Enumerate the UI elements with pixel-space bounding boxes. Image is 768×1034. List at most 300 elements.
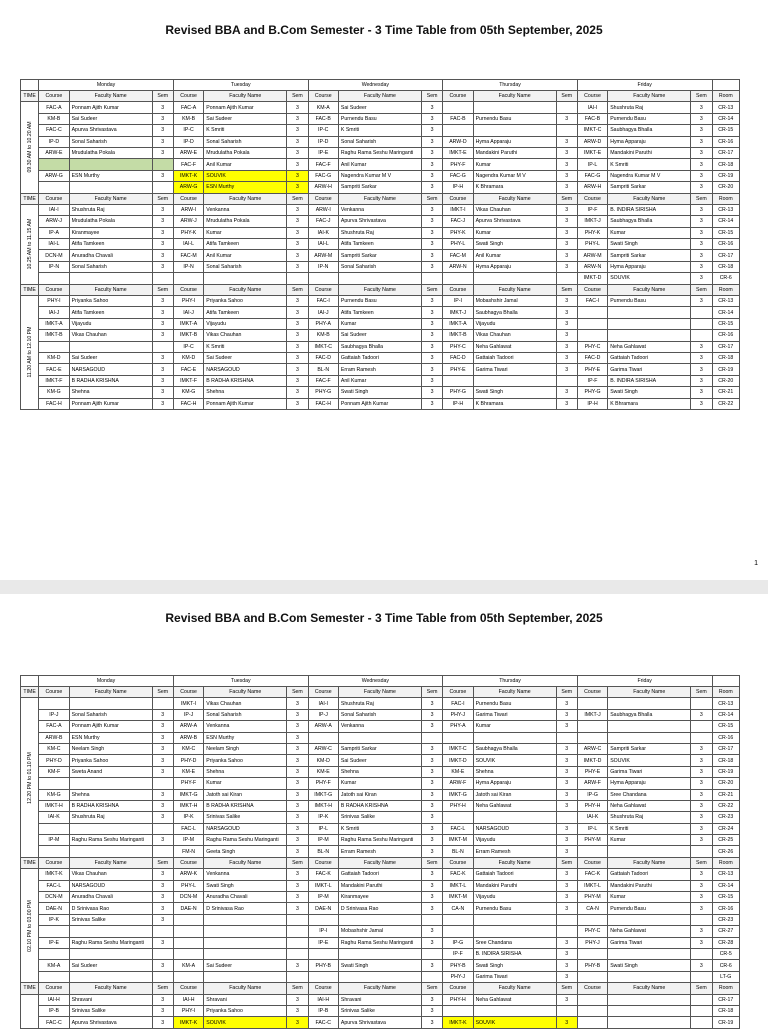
table-row — [21, 698, 740, 709]
faculty-cell: Jatoth sai Kiran — [338, 789, 421, 800]
faculty-cell: B RADHA KRISHNA — [204, 800, 287, 811]
faculty-cell — [608, 846, 691, 857]
course-cell: IP-E — [39, 937, 69, 948]
sem-cell: 3 — [556, 341, 577, 352]
day-header-row — [21, 80, 740, 91]
sem-cell: 3 — [152, 125, 173, 136]
room-cell: CR-24 — [712, 823, 740, 834]
course-header: Course — [173, 687, 203, 698]
faculty-header: Faculty Name — [69, 284, 152, 295]
faculty-cell: Vikas Chauhan — [69, 330, 152, 341]
course-header: Course — [39, 857, 69, 868]
sem-cell: 3 — [421, 239, 442, 250]
course-header: Course — [308, 687, 338, 698]
faculty-cell: K Smriti — [338, 125, 421, 136]
faculty-cell: Shushruta Raj — [338, 227, 421, 238]
course-cell: ARW-D — [577, 136, 607, 147]
sem-cell: 3 — [287, 364, 308, 375]
course-cell: PHY-H — [443, 800, 473, 811]
room-cell: CR-19 — [712, 1017, 740, 1028]
sem-cell: 3 — [152, 892, 173, 903]
room-cell: CR-16 — [712, 136, 740, 147]
sem-cell: 3 — [421, 170, 442, 181]
course-cell: PHY-I — [39, 296, 69, 307]
sem-cell — [691, 698, 712, 709]
sem-cell: 3 — [287, 1005, 308, 1016]
faculty-cell — [204, 937, 287, 948]
sem-cell: 3 — [421, 227, 442, 238]
course-cell — [443, 273, 473, 284]
sem-cell — [691, 318, 712, 329]
faculty-header: Faculty Name — [338, 857, 421, 868]
course-cell: IMKT-K — [39, 869, 69, 880]
sem-cell: 3 — [691, 743, 712, 754]
sem-cell — [152, 182, 173, 193]
course-cell: PHY-M — [577, 892, 607, 903]
course-cell: ARW-J — [39, 216, 69, 227]
sem-header: Sem — [556, 284, 577, 295]
sem-cell: 3 — [556, 147, 577, 158]
faculty-header: Faculty Name — [473, 857, 556, 868]
sem-cell: 3 — [421, 880, 442, 891]
faculty-cell: Srinivas Salike — [338, 812, 421, 823]
course-header: Course — [308, 857, 338, 868]
faculty-cell: Sonal Saharish — [69, 261, 152, 272]
course-header: Course — [173, 193, 203, 204]
course-cell: IMKT-J — [577, 216, 607, 227]
sem-cell: 3 — [556, 1017, 577, 1028]
sem-cell: 3 — [287, 307, 308, 318]
faculty-cell: Mrudulatha Pokala — [69, 147, 152, 158]
faculty-cell: ESN Murthy — [204, 732, 287, 743]
sem-cell: 3 — [691, 926, 712, 937]
course-cell: IMKT-L — [577, 880, 607, 891]
sem-cell: 3 — [691, 937, 712, 948]
course-cell — [173, 914, 203, 925]
sem-cell: 3 — [421, 159, 442, 170]
sem-cell: 3 — [421, 387, 442, 398]
faculty-cell: Mandakini Paruthi — [608, 880, 691, 891]
course-cell: IP-I — [443, 296, 473, 307]
faculty-cell: Hyma Apparaju — [608, 261, 691, 272]
faculty-cell: Purnendu Basu — [338, 113, 421, 124]
faculty-cell: Sai Sudeer — [69, 960, 152, 971]
time-slot-label: 11.20 AM to 12.10 PM — [26, 327, 33, 378]
faculty-cell: Mandakini Paruthi — [473, 880, 556, 891]
sem-cell: 3 — [556, 159, 577, 170]
course-cell: IP-D — [39, 136, 69, 147]
course-header: Course — [39, 193, 69, 204]
table-row — [21, 170, 740, 181]
course-cell: PHY-B — [577, 960, 607, 971]
faculty-cell: Ponnam Ajith Kumar — [69, 398, 152, 409]
sem-cell: 3 — [421, 330, 442, 341]
sem-cell: 3 — [421, 250, 442, 261]
room-cell: LT-G — [712, 971, 740, 982]
room-cell: CR-19 — [712, 364, 740, 375]
sem-cell — [287, 914, 308, 925]
table-row — [21, 364, 740, 375]
faculty-cell: Mandakini Paruthi — [608, 147, 691, 158]
sem-cell: 3 — [691, 216, 712, 227]
faculty-cell: Anuradha Chavali — [204, 892, 287, 903]
course-cell: BL-N — [443, 846, 473, 857]
course-cell: IMKT-C — [443, 743, 473, 754]
faculty-cell: Swati Singh — [473, 239, 556, 250]
faculty-cell — [69, 926, 152, 937]
room-cell: CR-15 — [712, 318, 740, 329]
sem-cell: 3 — [287, 823, 308, 834]
table-row — [21, 960, 740, 971]
sem-cell — [691, 994, 712, 1005]
sem-cell: 3 — [421, 994, 442, 1005]
sem-cell — [152, 159, 173, 170]
sem-cell: 3 — [152, 800, 173, 811]
course-cell: PHY-H — [443, 994, 473, 1005]
faculty-cell: Shehna — [473, 766, 556, 777]
table-row — [21, 914, 740, 925]
room-cell: CR-16 — [712, 239, 740, 250]
room-cell: CR-21 — [712, 789, 740, 800]
sem-cell: 3 — [691, 778, 712, 789]
course-cell: IAI-I — [308, 698, 338, 709]
sem-cell: 3 — [152, 147, 173, 158]
faculty-cell: Vijayudu — [69, 318, 152, 329]
course-cell: IMKT-J — [577, 709, 607, 720]
sem-cell: 3 — [421, 698, 442, 709]
course-cell: CA-N — [577, 903, 607, 914]
sem-cell: 3 — [287, 812, 308, 823]
faculty-header: Faculty Name — [338, 983, 421, 994]
table-row — [21, 102, 740, 113]
faculty-cell — [338, 914, 421, 925]
sem-cell: 3 — [691, 766, 712, 777]
sem-cell: 3 — [421, 789, 442, 800]
course-cell: IAI-J — [173, 307, 203, 318]
faculty-header: Faculty Name — [204, 193, 287, 204]
sem-cell: 3 — [421, 182, 442, 193]
sem-cell: 3 — [287, 778, 308, 789]
sem-cell — [421, 732, 442, 743]
sem-cell: 3 — [421, 926, 442, 937]
course-cell: DCN-M — [39, 892, 69, 903]
course-cell: IP-M — [39, 835, 69, 846]
sem-cell: 3 — [421, 398, 442, 409]
room-cell: CR-27 — [712, 926, 740, 937]
course-cell: FAC-B — [443, 113, 473, 124]
day-header-room — [712, 676, 740, 687]
sem-cell: 3 — [556, 387, 577, 398]
course-cell: FAC-J — [443, 216, 473, 227]
sem-cell: 3 — [287, 227, 308, 238]
sem-cell: 3 — [556, 113, 577, 124]
day-header: Friday — [577, 80, 712, 91]
course-cell — [577, 318, 607, 329]
course-cell: FAC-G — [308, 170, 338, 181]
sem-cell: 3 — [691, 800, 712, 811]
sem-header: Sem — [691, 91, 712, 102]
course-cell: ARW-I — [308, 204, 338, 215]
sem-cell: 3 — [287, 250, 308, 261]
course-cell: KM-E — [308, 766, 338, 777]
faculty-cell: Purnendu Basu — [473, 698, 556, 709]
sem-cell — [421, 948, 442, 959]
sem-cell: 3 — [421, 147, 442, 158]
course-cell — [39, 159, 69, 170]
faculty-cell: B. INDIRA SIRISHA — [608, 204, 691, 215]
day-header: Monday — [39, 676, 174, 687]
sem-cell: 3 — [287, 159, 308, 170]
sem-cell — [556, 1005, 577, 1016]
course-cell — [173, 937, 203, 948]
sem-header: Sem — [421, 687, 442, 698]
day-header: Wednesday — [308, 676, 443, 687]
sem-cell: 3 — [421, 307, 442, 318]
room-cell: CR-17 — [712, 994, 740, 1005]
sem-cell — [691, 721, 712, 732]
faculty-cell — [473, 273, 556, 284]
course-cell: FAC-A — [39, 102, 69, 113]
course-cell: PHY-M — [577, 835, 607, 846]
sem-cell: 3 — [152, 261, 173, 272]
room-cell: CR-19 — [712, 766, 740, 777]
course-cell: DAE-N — [39, 903, 69, 914]
faculty-cell: Kiranmayee — [338, 892, 421, 903]
course-cell — [577, 846, 607, 857]
sem-header: Sem — [421, 193, 442, 204]
faculty-cell: Anil Kumar — [338, 159, 421, 170]
course-cell: FAC-E — [39, 364, 69, 375]
faculty-cell: B. INDIRA SIRISHA — [473, 948, 556, 959]
faculty-cell: B RADHA KRISHNA — [204, 375, 287, 386]
faculty-cell: Sonal Saharish — [338, 136, 421, 147]
table-row — [21, 812, 740, 823]
day-header: Friday — [577, 676, 712, 687]
sem-cell: 3 — [556, 846, 577, 857]
course-cell: ARW-E — [173, 147, 203, 158]
course-cell: FAC-C — [39, 1017, 69, 1028]
faculty-header: Faculty Name — [473, 687, 556, 698]
faculty-cell: ESN Murthy — [69, 732, 152, 743]
course-cell: IP-N — [308, 261, 338, 272]
sem-cell: 3 — [691, 113, 712, 124]
sem-cell: 3 — [152, 766, 173, 777]
faculty-cell: Raghu Rama Seshu Maringanti — [338, 147, 421, 158]
sem-cell: 3 — [556, 823, 577, 834]
sem-cell: 3 — [287, 721, 308, 732]
room-cell: CR-18 — [712, 261, 740, 272]
sem-cell: 3 — [556, 709, 577, 720]
sem-cell: 3 — [287, 709, 308, 720]
course-cell: PHY-F — [443, 159, 473, 170]
course-cell: IMKT-L — [308, 880, 338, 891]
course-cell — [443, 102, 473, 113]
sem-cell — [152, 926, 173, 937]
faculty-cell: Saubhagya Bhalla — [608, 216, 691, 227]
sem-cell: 3 — [152, 239, 173, 250]
faculty-cell: Garima Tiwari — [473, 709, 556, 720]
room-cell: CR-15 — [712, 721, 740, 732]
faculty-cell: Sampriti Sarkar — [608, 743, 691, 754]
faculty-cell: Swati Singh — [608, 960, 691, 971]
sem-header: Sem — [152, 193, 173, 204]
course-cell: FAC-H — [173, 398, 203, 409]
faculty-cell: Ponnam Ajith Kumar — [204, 398, 287, 409]
course-cell — [308, 273, 338, 284]
time-slot — [21, 204, 39, 284]
course-cell: IP-M — [308, 892, 338, 903]
table-row — [21, 273, 740, 284]
sem-cell: 3 — [691, 789, 712, 800]
faculty-cell — [608, 948, 691, 959]
faculty-cell: Kumar — [608, 892, 691, 903]
course-cell — [308, 914, 338, 925]
sem-cell: 3 — [152, 364, 173, 375]
faculty-cell: SOUVIK — [473, 755, 556, 766]
sem-header: Sem — [421, 284, 442, 295]
faculty-cell: B RADHA KRISHNA — [69, 800, 152, 811]
course-cell: IMKT-G — [173, 789, 203, 800]
faculty-cell: Vijayudu — [204, 318, 287, 329]
course-cell: PHY-B — [443, 960, 473, 971]
faculty-header: Faculty Name — [473, 284, 556, 295]
faculty-cell: Sai Sudeer — [204, 960, 287, 971]
faculty-cell: Shushruta Raj — [608, 102, 691, 113]
room-cell: CR-14 — [712, 880, 740, 891]
course-cell: KM-A — [173, 960, 203, 971]
faculty-cell — [608, 971, 691, 982]
faculty-cell: Saubhagya Bhalla — [473, 743, 556, 754]
faculty-cell: Vikas Chauhan — [204, 330, 287, 341]
faculty-cell: Shushruta Raj — [69, 812, 152, 823]
sem-cell — [421, 273, 442, 284]
faculty-cell: Priyanka Sahoo — [69, 755, 152, 766]
sem-cell: 3 — [691, 869, 712, 880]
faculty-cell: Raghu Rama Seshu Maringanti — [338, 937, 421, 948]
faculty-cell — [608, 732, 691, 743]
sem-cell: 3 — [691, 755, 712, 766]
course-cell: IMKT-B — [443, 330, 473, 341]
faculty-cell: ESN Murthy — [69, 170, 152, 181]
faculty-cell: D Srinivasa Rao — [204, 903, 287, 914]
course-cell: KM-G — [173, 387, 203, 398]
course-cell: IMKT-M — [443, 835, 473, 846]
course-cell: IP-H — [577, 398, 607, 409]
course-cell: KM-C — [173, 743, 203, 754]
faculty-cell: NARSAGOUD — [69, 364, 152, 375]
faculty-cell: Sonal Saharish — [204, 709, 287, 720]
faculty-cell — [473, 812, 556, 823]
course-cell: ARW-H — [308, 182, 338, 193]
faculty-cell: Sampriti Sarkar — [338, 250, 421, 261]
sem-cell: 3 — [287, 732, 308, 743]
faculty-cell — [473, 914, 556, 925]
course-cell: IP-G — [577, 789, 607, 800]
sem-cell: 3 — [287, 1017, 308, 1028]
day-header-row — [21, 676, 740, 687]
sem-cell: 3 — [152, 721, 173, 732]
day-header: Monday — [39, 80, 174, 91]
faculty-cell: Swati Singh — [608, 239, 691, 250]
course-cell: IP-B — [39, 1005, 69, 1016]
course-cell: IP-C — [173, 341, 203, 352]
course-cell: IP-N — [39, 261, 69, 272]
sem-header: Sem — [287, 193, 308, 204]
faculty-cell: NARSAGOUD — [69, 880, 152, 891]
room-cell: CR-17 — [712, 147, 740, 158]
course-cell: KM-D — [173, 352, 203, 363]
faculty-cell: Shushruta Raj — [608, 812, 691, 823]
course-header: Course — [173, 983, 203, 994]
column-header-row — [21, 91, 740, 102]
faculty-cell: Vikas Chauhan — [69, 869, 152, 880]
course-cell — [577, 732, 607, 743]
course-cell: PHY-F — [308, 778, 338, 789]
faculty-cell: B RADHA KRISHNA — [69, 375, 152, 386]
course-cell: FAC-C — [308, 1017, 338, 1028]
faculty-cell: Neha Gahlawat — [473, 994, 556, 1005]
time-header: TIME — [21, 91, 39, 102]
sem-cell — [691, 732, 712, 743]
course-cell: ARW-M — [308, 250, 338, 261]
sem-cell: 3 — [287, 846, 308, 857]
course-cell: PHY-G — [308, 387, 338, 398]
course-cell — [577, 971, 607, 982]
sem-cell: 3 — [152, 204, 173, 215]
course-cell: IP-C — [173, 125, 203, 136]
table-row — [21, 1005, 740, 1016]
course-cell: IAI-L — [173, 239, 203, 250]
course-cell: IP-B — [308, 1005, 338, 1016]
room-cell: CR-28 — [712, 937, 740, 948]
faculty-header: Faculty Name — [338, 687, 421, 698]
course-header: Course — [173, 857, 203, 868]
table-row — [21, 732, 740, 743]
faculty-cell: K Smriti — [204, 341, 287, 352]
faculty-cell — [204, 914, 287, 925]
sem-cell: 3 — [556, 216, 577, 227]
faculty-cell: Saubhagya Bhalla — [338, 341, 421, 352]
sem-cell: 3 — [556, 330, 577, 341]
course-cell: FAC-F — [308, 159, 338, 170]
faculty-cell — [69, 273, 152, 284]
course-cell — [577, 330, 607, 341]
faculty-cell: Erram Ramesh — [473, 846, 556, 857]
sem-header: Sem — [152, 284, 173, 295]
faculty-cell — [608, 318, 691, 329]
course-cell: IAI-K — [39, 812, 69, 823]
faculty-cell: Gattaiah Tadoori — [608, 869, 691, 880]
course-cell — [577, 1017, 607, 1028]
faculty-cell: Apurva Shrivastava — [69, 1017, 152, 1028]
faculty-cell: Gattaiah Tadoori — [338, 352, 421, 363]
sem-cell: 3 — [287, 892, 308, 903]
course-cell: IP-D — [308, 136, 338, 147]
faculty-cell — [69, 948, 152, 959]
sem-cell: 3 — [556, 937, 577, 948]
table-row — [21, 926, 740, 937]
course-cell: ARW-G — [173, 182, 203, 193]
faculty-cell: Erram Ramesh — [338, 364, 421, 375]
sem-header: Sem — [556, 983, 577, 994]
sem-cell: 3 — [556, 766, 577, 777]
course-header: Course — [577, 983, 607, 994]
sem-header: Sem — [556, 91, 577, 102]
faculty-cell: Venkanna — [338, 721, 421, 732]
room-header: Room — [712, 91, 740, 102]
faculty-cell: Kumar — [204, 778, 287, 789]
faculty-header: Faculty Name — [338, 91, 421, 102]
